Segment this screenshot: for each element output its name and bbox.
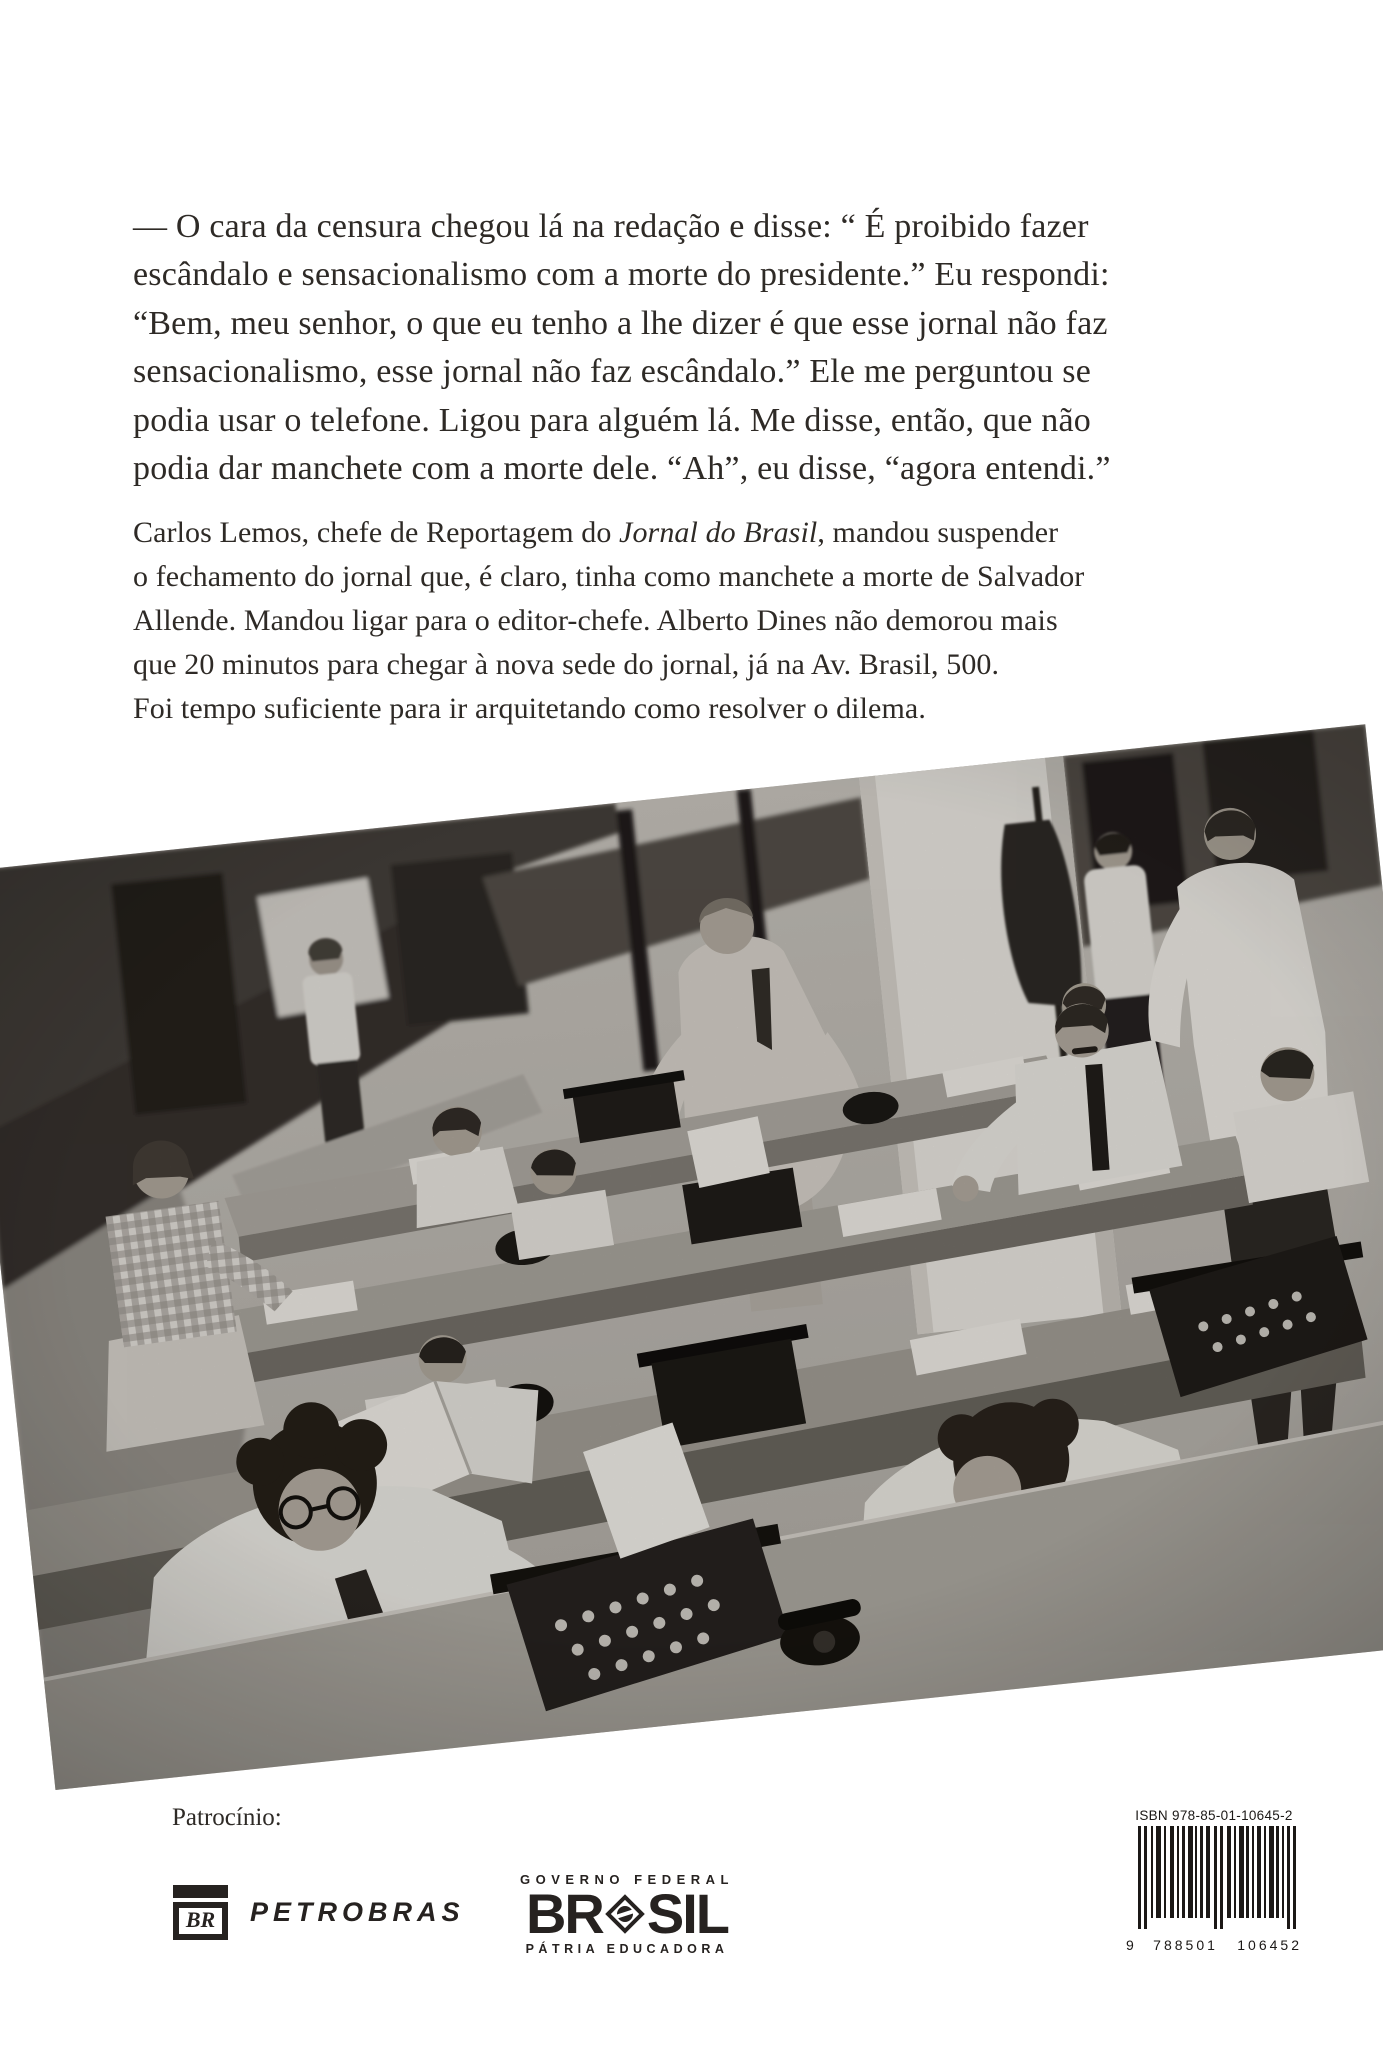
isbn-label: ISBN 978-85-01-10645-2 [1135,1808,1293,1823]
governo-federal-logo [514,1872,740,1956]
newsroom-photo [0,724,1383,1790]
quote-paragraph [133,203,1383,493]
back-cover-text [133,203,1383,731]
brazil-flag-diamond-icon [604,1893,646,1935]
petrobras-emblem-box [173,1902,228,1940]
description-line: que 20 minutos para chegar à nova sede do jornal, já na Av. Brasil, 500. [133,648,1000,682]
petrobras-br-emblem-icon [173,1885,228,1940]
isbn-barcode [1124,1808,1304,1953]
brasil-letters-left: BR [525,1882,603,1945]
brasil-wordmark [514,1882,740,1945]
governo-federal-top-line: GOVERNO FEDERAL [520,1872,734,1887]
quote-line: — O cara da censura chegou lá na redação e disse: “ É proibido fazer [133,208,1089,245]
quote-line: podia usar o telefone. Ligou para alguém lá. Me disse, então, que não [133,401,1091,439]
quote-line: escândalo e sensacionalismo com a morte do presidente.” Eu respondi: [133,256,1110,294]
description-paragraph [133,511,1383,731]
sponsorship-label: Patrocínio: [172,1804,282,1831]
ean13-bars [1124,1826,1304,1944]
quote-line: “Bem, meu senhor, o que eu tenho a lhe dizer é que esse jornal não faz [133,304,1108,342]
text-run: , mandou suspender [817,516,1059,550]
description-line: Allende. Mandou ligar para o editor-chefe. Alberto Dines não demorou mais [133,604,1058,638]
newsroom-photo-illustration [0,724,1383,1790]
text-run: Carlos Lemos, chefe de Reportagem do [133,516,620,550]
description-line: o fechamento do jornal que, é claro, tinha como manchete a morte de Salvador [133,560,1085,594]
brasil-letters-right: SIL [646,1882,728,1945]
quote-line: podia dar manchete com a morte dele. “Ah”, eu disse, “agora entendi.” [133,450,1111,488]
petrobras-wordmark: PETROBRAS [250,1897,465,1927]
quote-line: sensacionalismo, esse jornal não faz escândalo.” Ele me perguntou se [133,353,1092,391]
petrobras-logo [173,1885,465,1940]
patria-educadora-line: PÁTRIA EDUCADORA [525,1942,729,1956]
description-line: Foi tempo suficiente para ir arquitetando como resolver o dilema. [133,692,926,726]
petrobras-emblem-bar [173,1885,228,1898]
italic-title-run: Jornal do Brasil [619,516,818,550]
ean-digit-first: 9 [1126,1937,1134,1953]
ean-digit-group1: 788501 [1153,1937,1218,1953]
description-line [133,511,1383,555]
ean-digit-group2: 106452 [1237,1937,1302,1953]
petrobras-emblem-text: BR [185,1907,216,1932]
